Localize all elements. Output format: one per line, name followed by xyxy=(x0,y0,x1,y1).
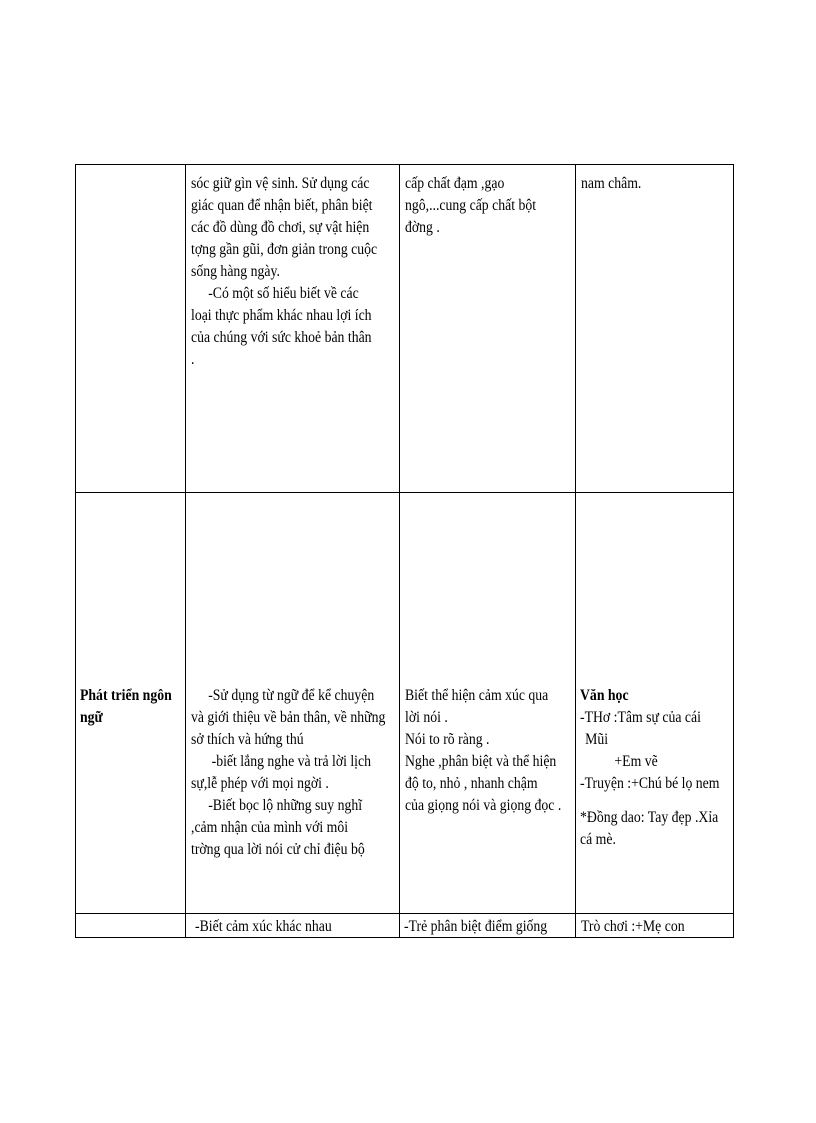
text-line: -Trẻ phân biệt điểm giống xyxy=(404,918,548,935)
table-cell-content xyxy=(400,493,576,914)
domain-title-line: Phát triển ngôn xyxy=(80,687,172,704)
text-line: tợng gần gũi, đơn giản trong cuộc xyxy=(191,241,378,258)
text-line: sở thích và hứng thú xyxy=(191,731,304,748)
table-cell-activities xyxy=(576,914,734,938)
text-line: nam châm. xyxy=(581,175,642,192)
spacer-line xyxy=(580,795,730,807)
text-line: của chúng với sức khoẻ bản thân xyxy=(191,329,372,346)
table-row xyxy=(76,493,734,914)
table-cell-content xyxy=(400,165,576,493)
text-line: +Em vẽ xyxy=(614,753,658,770)
text-line: và giới thiệu về bản thân, về những xyxy=(191,709,386,726)
text-line: Nói to rõ ràng . xyxy=(405,731,490,748)
text-line: sống hàng ngày. xyxy=(191,263,280,280)
table-cell-domain xyxy=(76,493,186,914)
section-heading: Văn học xyxy=(580,687,629,704)
table-cell-activities xyxy=(576,165,734,493)
curriculum-table xyxy=(75,164,734,938)
text-line: sóc giữ gìn vệ sinh. Sử dụng các xyxy=(191,175,370,192)
text-line: -Biết bọc lộ những suy nghĩ xyxy=(208,797,363,814)
text-line: Mũi xyxy=(585,731,609,748)
text-line: . xyxy=(191,351,195,368)
domain-title-line: ngữ xyxy=(80,709,103,726)
table-cell-activities xyxy=(576,493,734,914)
text-line: ,cảm nhận của mình với môi xyxy=(191,819,349,836)
text-line: sự,lễ phép với mọi ngời . xyxy=(191,775,329,792)
table-cell-domain xyxy=(76,165,186,493)
text-line: trờng qua lời nói cử chỉ điệu bộ xyxy=(191,841,365,858)
text-line: Trò chơi :+Mẹ con xyxy=(581,918,685,935)
table-cell-domain xyxy=(76,914,186,938)
table-cell-objectives xyxy=(186,165,400,493)
text-line: các đồ dùng đồ chơi, sự vật hiện xyxy=(191,219,370,236)
table-cell-objectives xyxy=(186,914,400,938)
text-line: của giọng nói và giọng đọc . xyxy=(405,797,562,814)
table-row xyxy=(76,165,734,493)
text-line: lời nói . xyxy=(405,709,448,726)
text-line: -Biết cảm xúc khác nhau xyxy=(195,918,332,935)
text-line: Biết thể hiện cảm xúc qua xyxy=(405,687,549,704)
text-line: -Sử dụng từ ngữ để kể chuyện xyxy=(208,687,375,704)
text-line: *Đồng dao: Tay đẹp .Xỉa xyxy=(580,809,719,826)
text-line: -Có một số hiểu biết về các xyxy=(208,285,359,302)
text-line: ngô,...cung cấp chất bột xyxy=(405,197,537,214)
text-line: cấp chất đạm ,gạo xyxy=(405,175,505,192)
table-cell-content xyxy=(400,914,576,938)
table-row xyxy=(76,914,734,938)
text-line: -biết lắng nghe và trả lời lịch xyxy=(211,753,371,770)
text-line: -Truyện :+Chú bé lọ nem xyxy=(580,775,720,792)
text-line: cá mè. xyxy=(580,831,616,848)
text-line: độ to, nhỏ , nhanh chậm xyxy=(405,775,538,792)
text-line: loại thực phẩm khác nhau lợi ích xyxy=(191,307,372,324)
text-line: đờng . xyxy=(405,219,440,236)
text-line: -THơ :Tâm sự của cái xyxy=(580,709,701,726)
table-cell-objectives xyxy=(186,493,400,914)
text-line: giác quan để nhận biết, phân biệt xyxy=(191,197,373,214)
text-line: Nghe ,phân biệt và thể hiện xyxy=(405,753,557,770)
